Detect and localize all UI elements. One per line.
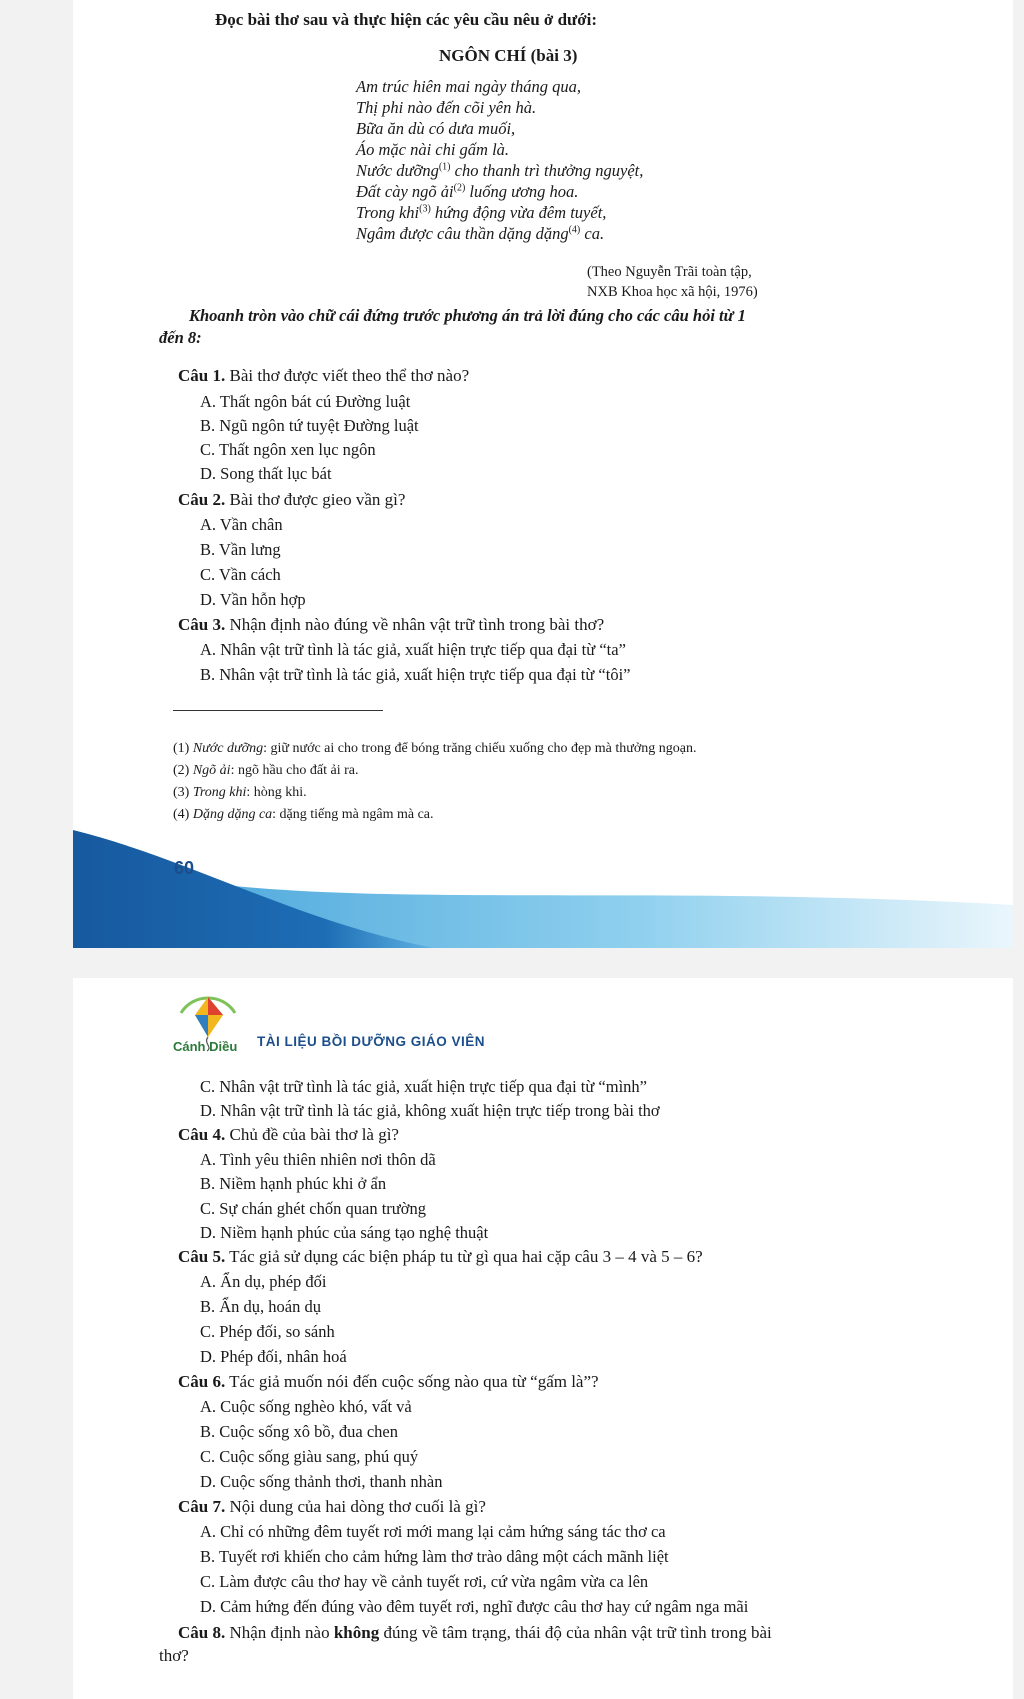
footnote-4: (4) Dặng dặng ca: dặng tiếng mà ngâm mà ca.	[173, 807, 434, 822]
poem-line-1: Am trúc hiên mai ngày tháng qua,	[356, 77, 582, 96]
q3-option-a[interactable]: A. Nhân vật trữ tình là tác giả, xuất hiện trực tiếp qua đại từ “ta”	[200, 640, 626, 659]
page-number: 60	[174, 858, 195, 878]
q6-option-a[interactable]: A. Cuộc sống nghèo khó, vất vả	[200, 1397, 412, 1416]
question-1: Câu 1. Bài thơ được viết theo thể thơ nào?	[178, 366, 470, 385]
question-8-continued: thơ?	[159, 1646, 189, 1665]
task-line-1: Khoanh tròn vào chữ cái đứng trước phương án trả lời đúng cho các câu hỏi từ 1	[189, 306, 746, 325]
poem-title: NGÔN CHÍ (bài 3)	[439, 46, 578, 65]
header-title: TÀI LIỆU BỒI DƯỠNG GIÁO VIÊN	[257, 1034, 485, 1049]
task-line-2: đến 8:	[159, 328, 202, 347]
q5-option-c[interactable]: C. Phép đối, so sánh	[200, 1322, 335, 1341]
question-8: Câu 8. Nhận định nào không đúng về tâm trạng, thái độ của nhân vật trữ tình trong bài	[178, 1623, 772, 1642]
question-4: Câu 4. Chủ đề của bài thơ là gì?	[178, 1125, 399, 1144]
question-3: Câu 3. Nhận định nào đúng về nhân vật trữ tình trong bài thơ?	[178, 615, 605, 634]
q5-option-d[interactable]: D. Phép đối, nhân hoá	[200, 1347, 347, 1366]
q6-option-c[interactable]: C. Cuộc sống giàu sang, phú quý	[200, 1447, 419, 1466]
poem-line-5: Nước dưỡng$^{(1)}$ cho thanh trì thưởng nguyệt,	[356, 161, 644, 180]
q3-option-b[interactable]: B. Nhân vật trữ tình là tác giả, xuất hiện trực tiếp qua đại từ “tôi”	[200, 665, 631, 684]
document-page-1	[73, 0, 1013, 948]
question-5: Câu 5. Tác giả sử dụng các biện pháp tu từ gì qua hai cặp câu 3 – 4 và 5 – 6?	[178, 1247, 703, 1266]
q7-option-c[interactable]: C. Làm được câu thơ hay về cảnh tuyết rơi, cứ vừa ngâm vừa ca lên	[200, 1572, 649, 1591]
q1-option-a[interactable]: A. Thất ngôn bát cú Đường luật	[200, 392, 411, 411]
q5-option-b[interactable]: B. Ẩn dụ, hoán dụ	[200, 1297, 321, 1316]
poem-line-3: Bữa ăn dù có dưa muối,	[356, 119, 516, 138]
document-page-2	[73, 978, 1013, 1699]
q5-option-a[interactable]: A. Ẩn dụ, phép đối	[200, 1272, 327, 1291]
q4-option-a[interactable]: A. Tình yêu thiên nhiên nơi thôn dã	[200, 1150, 436, 1169]
brand-name: Cánh Diều	[173, 1039, 238, 1054]
q7-option-d[interactable]: D. Cảm hứng đến đúng vào đêm tuyết rơi, nghĩ được câu thơ hay cứ ngâm nga mãi	[200, 1597, 749, 1616]
q4-option-c[interactable]: C. Sự chán ghét chốn quan trường	[200, 1199, 426, 1218]
q7-option-a[interactable]: A. Chỉ có những đêm tuyết rơi mới mang lại cảm hứng sáng tác thơ ca	[200, 1522, 666, 1541]
q1-option-c[interactable]: C. Thất ngôn xen lục ngôn	[200, 440, 376, 459]
instruction: Đọc bài thơ sau và thực hiện các yêu cầu nêu ở dưới:	[215, 10, 598, 29]
question-7: Câu 7. Nội dung của hai dòng thơ cuối là gì?	[178, 1497, 486, 1516]
question-6: Câu 6. Tác giả muốn nói đến cuộc sống nào qua từ “gấm là”?	[178, 1372, 599, 1391]
q4-option-b[interactable]: B. Niềm hạnh phúc khi ở ẩn	[200, 1174, 387, 1193]
poem-line-7: Trong khi$^{(3)}$ hứng động vừa đêm tuyết,	[356, 203, 607, 222]
q2-option-b[interactable]: B. Vần lưng	[200, 540, 281, 559]
q2-option-a[interactable]: A. Vần chân	[200, 515, 283, 534]
footnote-2: (2) Ngõ ải: ngõ hầu cho đất ải ra.	[173, 763, 359, 778]
q1-option-d[interactable]: D. Song thất lục bát	[200, 464, 332, 483]
poem-line-8: Ngâm được câu thần dặng dặng$^{(4)}$ ca.	[356, 224, 605, 243]
q3-option-d[interactable]: D. Nhân vật trữ tình là tác giả, không xuất hiện trực tiếp trong bài thơ	[200, 1101, 660, 1120]
q1-option-b[interactable]: B. Ngũ ngôn tứ tuyệt Đường luật	[200, 416, 419, 435]
q2-option-c[interactable]: C. Vần cách	[200, 565, 281, 584]
footer-wave-decoration	[73, 0, 1013, 948]
source-line-1: (Theo Nguyễn Trãi toàn tập,	[587, 264, 752, 280]
poem-line-6: Đất cày ngõ ải$^{(2)}$ luống ương hoa.	[356, 182, 579, 201]
footnote-1: (1) Nước dưỡng: giữ nước ai cho trong để bóng trăng chiếu xuống cho đẹp mà thưởng ngoạn.	[173, 741, 697, 756]
q3-option-c[interactable]: C. Nhân vật trữ tình là tác giả, xuất hiện trực tiếp qua đại từ “mình”	[200, 1077, 647, 1096]
poem-line-2: Thị phi nào đến cõi yên hà.	[356, 98, 537, 117]
q6-option-b[interactable]: B. Cuộc sống xô bồ, đua chen	[200, 1422, 398, 1441]
source-line-2: NXB Khoa học xã hội, 1976)	[587, 284, 758, 300]
q2-option-d[interactable]: D. Vần hỗn hợp	[200, 590, 306, 609]
footnote-3: (3) Trong khi: hòng khi.	[173, 785, 307, 800]
q4-option-d[interactable]: D. Niềm hạnh phúc của sáng tạo nghệ thuật	[200, 1223, 489, 1242]
question-2: Câu 2. Bài thơ được gieo vần gì?	[178, 490, 406, 509]
q6-option-d[interactable]: D. Cuộc sống thảnh thơi, thanh nhàn	[200, 1472, 443, 1491]
poem-line-4: Áo mặc nài chi gấm là.	[356, 140, 510, 159]
q7-option-b[interactable]: B. Tuyết rơi khiến cho cảm hứng làm thơ trào dâng một cách mãnh liệt	[200, 1547, 669, 1566]
